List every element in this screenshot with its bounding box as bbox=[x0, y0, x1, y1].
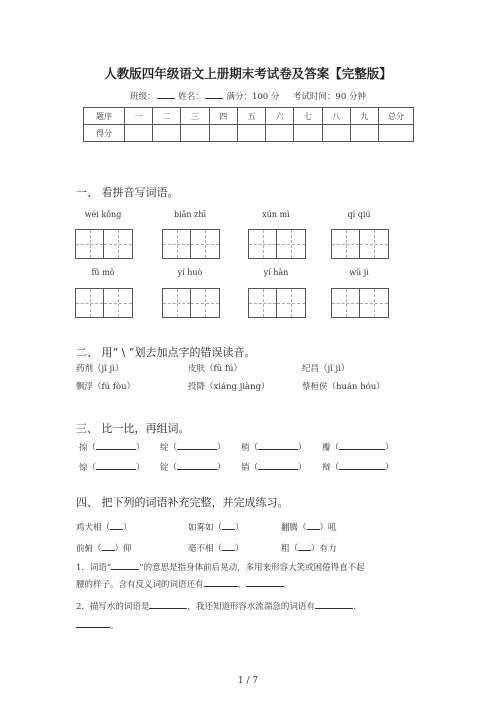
table-cell: 得分 bbox=[84, 125, 125, 142]
q1-text: 1．词语“ bbox=[76, 563, 112, 573]
pinyin-label: yí huò bbox=[177, 268, 203, 277]
writing-grid[interactable] bbox=[331, 288, 389, 318]
pinyin-label: fǔ mō bbox=[91, 268, 115, 277]
idiom-item bbox=[281, 541, 337, 554]
grid-cell[interactable] bbox=[249, 289, 277, 317]
score-entry-cell[interactable] bbox=[125, 125, 153, 142]
char-label: 惊（ bbox=[79, 463, 97, 473]
reading-item: 药剂（jǐ jì） bbox=[76, 364, 124, 374]
idiom-item bbox=[76, 541, 132, 554]
word-group-item bbox=[322, 440, 394, 453]
grid-cell[interactable] bbox=[277, 289, 305, 317]
section-1-title: 一、 看拼音写词语。 bbox=[76, 186, 179, 199]
score-table-header-row bbox=[84, 108, 414, 125]
score-entry-cell[interactable] bbox=[237, 125, 265, 142]
table-cell: 五 bbox=[237, 108, 265, 125]
page-number: 1 / 7 bbox=[237, 676, 259, 686]
paren-close: ） bbox=[136, 443, 145, 453]
idiom-suffix: ）吼 bbox=[319, 523, 337, 533]
pinyin-label: biǎn zhī bbox=[173, 210, 207, 219]
answer-blank[interactable] bbox=[96, 440, 136, 450]
q1-text: 、 bbox=[237, 580, 247, 590]
score-entry-cell[interactable] bbox=[379, 125, 414, 142]
writing-grid[interactable] bbox=[75, 229, 133, 259]
answer-blank[interactable] bbox=[102, 541, 115, 551]
answer-blank[interactable] bbox=[339, 440, 385, 450]
writing-grid[interactable] bbox=[162, 229, 220, 259]
char-label: 瓣（ bbox=[322, 443, 340, 453]
idiom-suffix: ） bbox=[235, 544, 244, 554]
word-group-item bbox=[241, 440, 307, 453]
grid-cell[interactable] bbox=[360, 230, 388, 258]
score-entry-cell[interactable] bbox=[209, 125, 237, 142]
idiom-prefix: 前俯（ bbox=[76, 544, 102, 554]
idiom-prefix: 鸡犬相（ bbox=[76, 523, 111, 533]
q2-text: 2．描写水的词语是 bbox=[76, 602, 150, 612]
writing-grid[interactable] bbox=[162, 288, 220, 318]
q2-text: ，我还知道形容水流湍急的词语有 bbox=[187, 602, 315, 612]
idiom-item bbox=[188, 541, 244, 554]
answer-blank[interactable] bbox=[76, 618, 110, 628]
table-cell: 八 bbox=[322, 108, 350, 125]
full-score: 满分：100 分 bbox=[226, 92, 280, 102]
idiom-suffix: ）有力 bbox=[311, 544, 337, 554]
score-table-score-row bbox=[84, 125, 414, 142]
table-cell: 总分 bbox=[379, 108, 414, 125]
grid-cell[interactable] bbox=[249, 230, 277, 258]
grid-cell[interactable] bbox=[104, 289, 132, 317]
char-label: 梢（ bbox=[241, 443, 259, 453]
section-2-title: 二、 用“ \ ”划去加点字的错误读音。 bbox=[76, 346, 256, 359]
char-label: 销（ bbox=[241, 463, 259, 473]
answer-blank[interactable] bbox=[204, 577, 238, 587]
paren-close: ） bbox=[298, 463, 307, 473]
paren-close: ） bbox=[136, 463, 145, 473]
idiom-suffix: ）仰 bbox=[114, 544, 132, 554]
word-group-item bbox=[241, 460, 307, 473]
question-1-line-2 bbox=[76, 577, 293, 590]
pinyin-label: xún mì bbox=[262, 210, 290, 219]
q2-text: 。 bbox=[110, 621, 119, 631]
writing-grid[interactable] bbox=[331, 229, 389, 259]
writing-grid[interactable] bbox=[75, 288, 133, 318]
grid-cell[interactable] bbox=[332, 230, 360, 258]
table-cell: 四 bbox=[209, 108, 237, 125]
exam-info-line bbox=[0, 90, 496, 102]
score-entry-cell[interactable] bbox=[266, 125, 294, 142]
answer-blank[interactable] bbox=[96, 460, 136, 470]
answer-blank[interactable] bbox=[177, 460, 217, 470]
grid-cell[interactable] bbox=[104, 230, 132, 258]
grid-cell[interactable] bbox=[163, 230, 191, 258]
grid-cell[interactable] bbox=[76, 230, 104, 258]
reading-item: 纪昌（jǐ jì） bbox=[302, 364, 350, 374]
class-label: 班级： bbox=[130, 92, 156, 102]
reading-item: 投降（xiáng jiàng） bbox=[188, 382, 270, 392]
idiom-prefix: 毫不相（ bbox=[188, 544, 223, 554]
score-entry-cell[interactable] bbox=[181, 125, 209, 142]
answer-blank[interactable] bbox=[315, 599, 353, 609]
answer-blank[interactable] bbox=[177, 440, 217, 450]
answer-blank[interactable] bbox=[339, 460, 385, 470]
idiom-prefix: 翻腾（ bbox=[281, 523, 307, 533]
pinyin-label: wéi kǒng bbox=[84, 210, 122, 219]
idiom-item bbox=[188, 520, 244, 533]
idiom-suffix: ） bbox=[235, 523, 244, 533]
grid-cell[interactable] bbox=[191, 230, 219, 258]
section-3-title: 三、 比一比，再组词。 bbox=[76, 422, 190, 435]
q1-text: ”的意思是指身体前后晃动，多用来形容大笑或困倦得直不起 bbox=[139, 563, 365, 573]
writing-grid[interactable] bbox=[248, 229, 306, 259]
table-cell: 七 bbox=[294, 108, 322, 125]
answer-blank[interactable] bbox=[222, 520, 235, 530]
char-label: 辩（ bbox=[322, 463, 340, 473]
word-group-item bbox=[322, 460, 394, 473]
reading-item: 蔡桓侯（huán hóu） bbox=[302, 382, 385, 392]
section-4-title: 四、 把下列的词语补充完整，并完成练习。 bbox=[76, 496, 289, 509]
pinyin-label: yí hàn bbox=[263, 268, 289, 277]
grid-cell[interactable] bbox=[277, 230, 305, 258]
grid-cell[interactable] bbox=[332, 289, 360, 317]
char-label: 掠（ bbox=[79, 443, 97, 453]
pinyin-label: wǔ jì bbox=[349, 268, 369, 277]
writing-grid[interactable] bbox=[248, 288, 306, 318]
paren-close: ） bbox=[385, 443, 394, 453]
score-entry-cell[interactable] bbox=[350, 125, 378, 142]
answer-blank[interactable] bbox=[149, 599, 187, 609]
char-label: 锭（ bbox=[160, 463, 178, 473]
page-title: 人教版四年级语文上册期末考试卷及答案【完整版】 bbox=[104, 66, 392, 81]
table-cell: 三 bbox=[181, 108, 209, 125]
score-table bbox=[83, 107, 414, 142]
idiom-prefix: 如雾如（ bbox=[188, 523, 223, 533]
grid-cell[interactable] bbox=[76, 289, 104, 317]
table-cell: 一 bbox=[125, 108, 153, 125]
answer-blank[interactable] bbox=[307, 520, 320, 530]
idiom-prefix: 粗（ bbox=[281, 544, 299, 554]
idiom-suffix: ） bbox=[123, 523, 132, 533]
answer-blank[interactable] bbox=[258, 460, 298, 470]
word-group-item bbox=[160, 440, 226, 453]
paren-close: ） bbox=[298, 443, 307, 453]
name-blank bbox=[205, 90, 223, 99]
score-entry-cell[interactable] bbox=[153, 125, 181, 142]
reading-item: 飘浮（fú fòu） bbox=[76, 382, 136, 392]
score-entry-cell[interactable] bbox=[294, 125, 322, 142]
word-group-item bbox=[79, 440, 145, 453]
q1-text: 腰的样子。含有反义词的词语还有 bbox=[76, 580, 204, 590]
grid-cell[interactable] bbox=[163, 289, 191, 317]
grid-cell[interactable] bbox=[360, 289, 388, 317]
question-2-line-1 bbox=[76, 599, 361, 612]
table-cell: 六 bbox=[266, 108, 294, 125]
question-1-line-1 bbox=[76, 560, 365, 573]
table-cell: 二 bbox=[153, 108, 181, 125]
word-group-item bbox=[160, 460, 226, 473]
grid-cell[interactable] bbox=[191, 289, 219, 317]
table-cell: 九 bbox=[350, 108, 378, 125]
pinyin-label: qí qiú bbox=[347, 210, 371, 219]
answer-blank[interactable] bbox=[258, 440, 298, 450]
answer-blank[interactable] bbox=[110, 520, 123, 530]
answer-blank[interactable] bbox=[298, 541, 311, 551]
paren-close: ） bbox=[217, 443, 226, 453]
class-blank bbox=[157, 90, 175, 99]
paren-close: ） bbox=[385, 463, 394, 473]
answer-blank[interactable] bbox=[222, 541, 235, 551]
table-cell: 题序 bbox=[84, 108, 125, 125]
question-2-line-2 bbox=[76, 618, 119, 631]
idiom-item bbox=[76, 520, 132, 533]
answer-blank[interactable] bbox=[246, 577, 284, 587]
word-group-item bbox=[79, 460, 145, 473]
idiom-item bbox=[281, 520, 337, 533]
char-label: 绽（ bbox=[160, 443, 178, 453]
exam-time: 考试时间：90 分钟 bbox=[292, 92, 366, 102]
q1-text: 。 bbox=[284, 580, 293, 590]
q2-text: 、 bbox=[352, 602, 362, 612]
reading-item: 皮肤（fū fú） bbox=[188, 364, 242, 374]
answer-blank[interactable] bbox=[111, 560, 139, 570]
name-label: 姓名： bbox=[178, 92, 204, 102]
paren-close: ） bbox=[217, 463, 226, 473]
score-entry-cell[interactable] bbox=[322, 125, 350, 142]
